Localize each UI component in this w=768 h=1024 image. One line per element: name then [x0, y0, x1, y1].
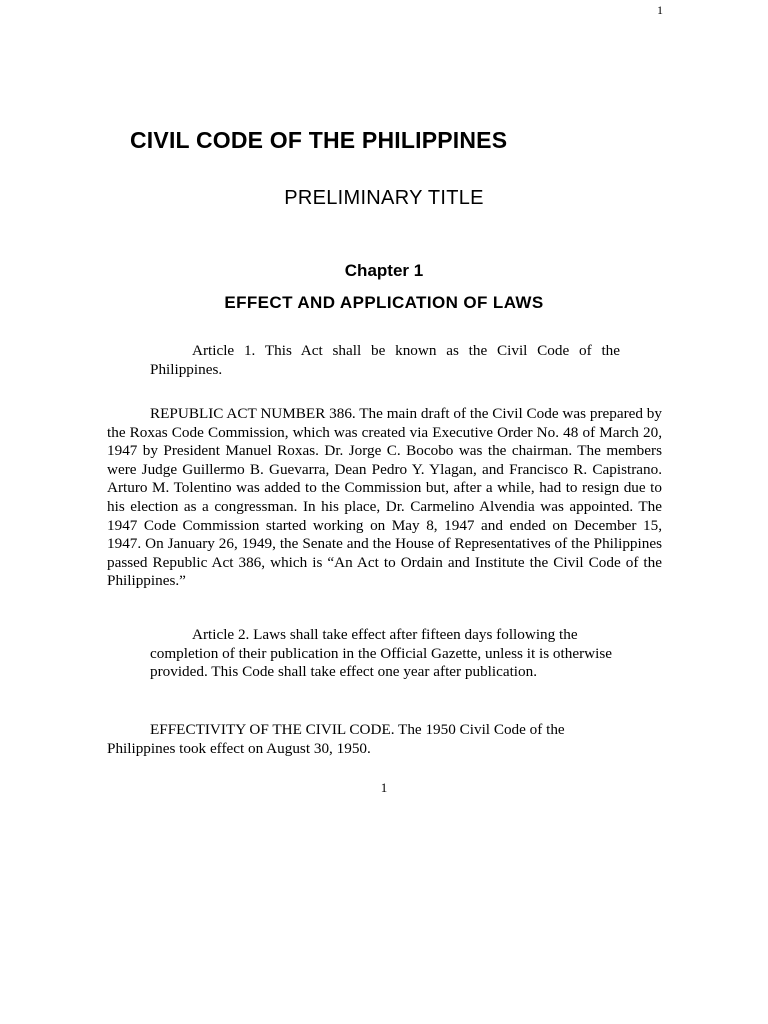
- page-number-bottom-text: 1: [380, 780, 388, 795]
- page-number-bottom: [0, 780, 768, 796]
- subtitle-text: PRELIMINARY TITLE: [284, 187, 484, 209]
- article-2-paragraph: Article 2. Laws shall take effect after fifteen days following the completion of their publication in the Official Gazette, unless it is otherwise provided. This Code shall take effect one year after publication.: [150, 626, 612, 681]
- document-subtitle: [0, 187, 768, 210]
- chapter-number: Chapter 1: [344, 261, 424, 280]
- chapter-name: EFFECT AND APPLICATION OF LAWS: [224, 293, 544, 312]
- effectivity-paragraph: EFFECTIVITY OF THE CIVIL CODE. The 1950 Civil Code of the Philippines took effect on August 30, 1950.: [107, 721, 565, 757]
- page-number-top: 1: [657, 3, 663, 17]
- document-title: CIVIL CODE OF THE PHILIPPINES: [130, 127, 508, 153]
- republic-act-386-paragraph: REPUBLIC ACT NUMBER 386. The main draft of the Civil Code was prepared by the Roxas Code Commission, which was created via Executive Order No. 48 of March 20, 1947 by President Manuel Roxas. Dr. Jorge C. Bocobo was the chairman. The members were Judge Guillermo B. Guevarra, Dean Pedro Y. Ylagan, and Francisco R. Capistrano. Arturo M. Tolentino was added to the Commission but, after a while, had to resign due to his election as a congressman. In his place, Dr. Carmelino Alvendia was appointed. The 1947 Code Commission started working on May 8, 1947 and ended on December 15, 1947. On January 26, 1949, the Senate and the House of Representatives of the Philippines passed Republic Act 386, which is “An Act to Ordain and Institute the Civil Code of the Philippines.”: [107, 405, 662, 590]
- article-1-paragraph: Article 1. This Act shall be known as the Civil Code of the Philippines.: [150, 342, 620, 378]
